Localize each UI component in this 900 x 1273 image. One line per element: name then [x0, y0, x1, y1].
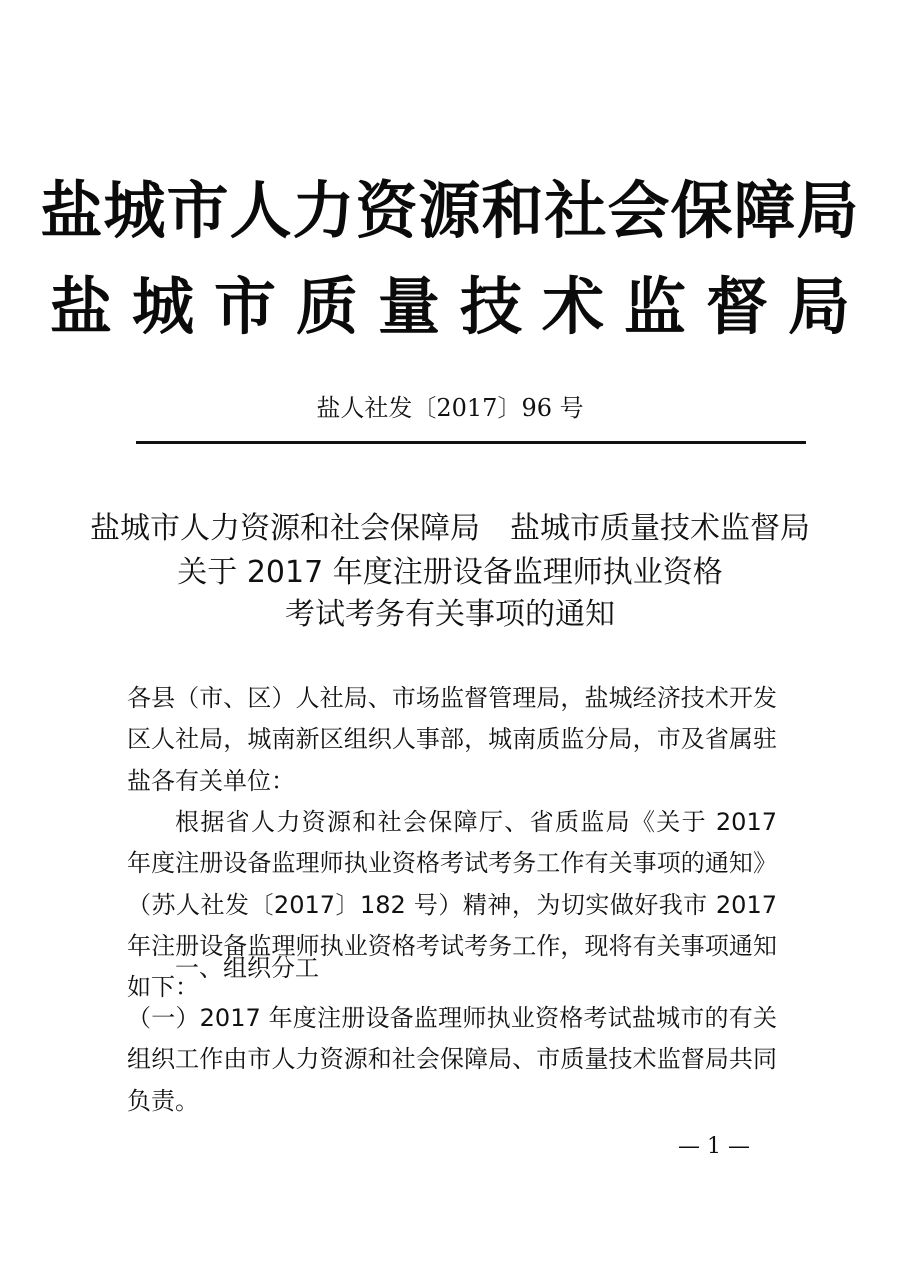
intro-paragraph: 根据省人力资源和社会保障厅、省质监局《关于 2017 年度注册设备监理师执业资格考试考务工作有关事项的通知》（苏人社发〔2017〕182 号）精神，为切实做好我市 2017 年注册设备监理师执业资格考试考务工作，现将有关事项通知如下： — [127, 808, 777, 1002]
issuing-agency-hrss: 盐城市人力资源和社会保障局 — [40, 174, 860, 247]
section-heading: 一、组织分工 — [175, 954, 319, 982]
addressee: 各县（市、区）人社局、市场监督管理局，盐城经济技术开发区人社局，城南新区组织人事部，城南质监分局，市及省属驻盐各有关单位： — [127, 684, 777, 795]
notice-title-line2: 关于 2017 年度注册设备监理师执业资格 — [177, 555, 723, 590]
issuing-agency-quality: 盐城市质量技术监督局 — [49, 270, 870, 343]
page-number: — 1 — — [678, 1134, 750, 1159]
header-divider — [136, 441, 806, 444]
notice-title-line3: 考试考务有关事项的通知 — [285, 597, 615, 632]
document-number: 盐人社发〔2017〕96 号 — [316, 394, 584, 422]
body-paragraph: （一）2017 年度注册设备监理师执业资格考试盐城市的有关组织工作由市人力资源和社会保障局、市质量技术监督局共同负责。 — [127, 1004, 777, 1115]
notice-title-line1: 盐城市人力资源和社会保障局 盐城市质量技术监督局 — [90, 511, 810, 546]
